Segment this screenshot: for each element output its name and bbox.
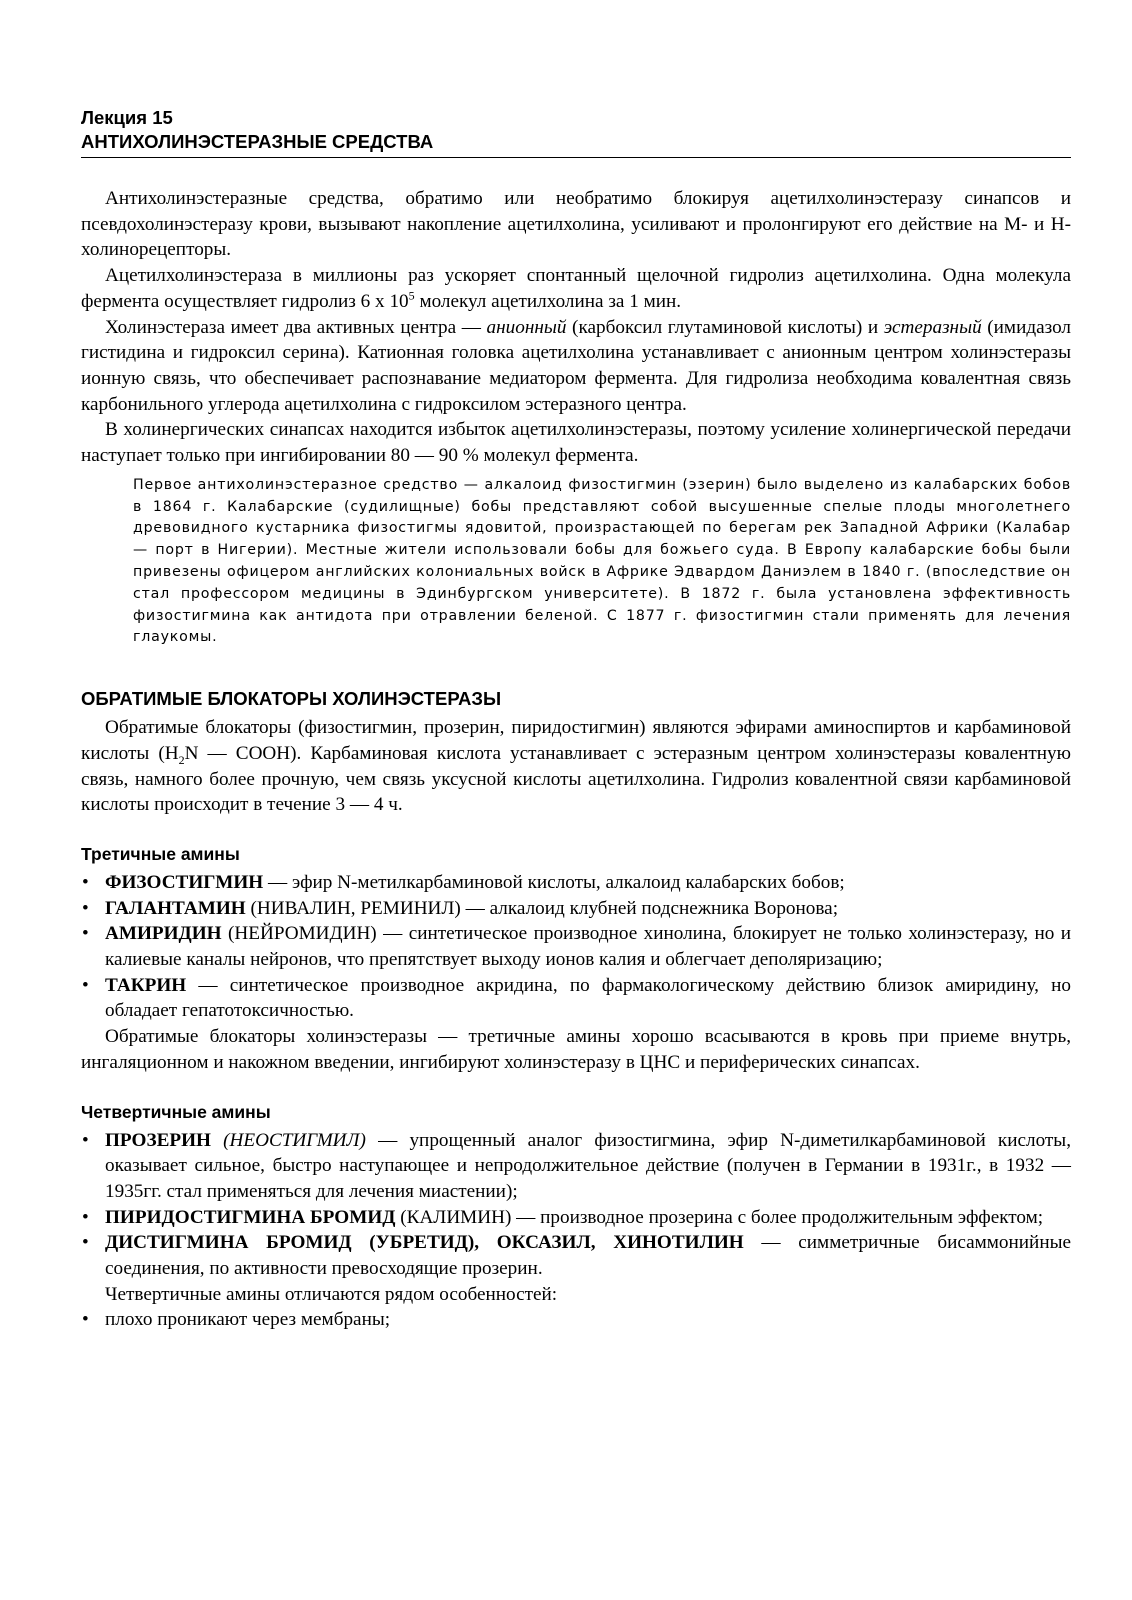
drug-description: (НЕЙРОМИДИН) — синтетическое производное хинолина, блокирует не только холинэстеразу, но и калиевые каналы нейронов, что препятствует выходу ионов калия и облегчает деполяризацию; [105, 923, 1071, 971]
drug-description: (НИВАЛИН, РЕМИНИЛ) — алкалоид клубней подснежника Воронова; [245, 897, 839, 919]
reversible-paragraph [81, 715, 1071, 818]
drug-name: ГАЛАНТАМИН [105, 897, 246, 919]
tertiary-amines-list [81, 870, 1071, 1024]
anionic-term: анионный [486, 316, 567, 338]
quaternary-amines-list [81, 1128, 1071, 1282]
reversible-text-b: N — COOH). Карбаминовая кислота устанавливает с эстеразным центром холинэстеразы ковалентную связь, намного более прочную, чем связь уксусной кислоты ацетилхолина. Гидролиз ковалентной связи карбаминовой кислоты происходит в течение 3 — 4 ч. [81, 742, 1071, 816]
list-item [81, 1128, 1071, 1205]
p3-text-c: (имидазол гистидина и гидроксил серина). Катионная головка ацетилхолина устанавливает с анионным центром холинэстеразы ионную связь, что обеспечивает распознавание медиатором фермента. Для гидролиза необходима ковалентная связь карбонильного углерода ацетилхолина с гидроксилом эстеразного центра. [81, 316, 1072, 415]
drug-description: — эфир N-метилкарбаминовой кислоты, алкалоид калабарских бобов; [263, 871, 845, 893]
lecture-number: Лекция 15 [81, 107, 173, 128]
list-item [81, 1230, 1071, 1281]
list-item [81, 1205, 1071, 1231]
list-item: • плохо проникают через мембраны; [81, 1307, 1071, 1333]
drug-name: ПИРИДОСТИГМИНА БРОМИД [105, 1206, 396, 1228]
reversible-blockers-heading: ОБРАТИМЫЕ БЛОКАТОРЫ ХОЛИНЭСТЕРАЗЫ [81, 688, 502, 710]
list-item [81, 896, 1071, 922]
drug-description: (КАЛИМИН) — производное прозерина с более продолжительным эффектом; [395, 1206, 1044, 1228]
quaternary-features-list [81, 1307, 1071, 1333]
quaternary-features-intro: Четвертичные амины отличаются рядом особенностей: [105, 1283, 558, 1305]
drug-description: — симметричные бисаммонийные соединения, по активности превосходящие прозерин. [105, 1232, 1071, 1280]
reversible-text-a: Обратимые блокаторы (физостигмин, прозерин, пиридостигмин) являются эфирами аминоспиртов и карбаминовой кислоты (H [81, 717, 1071, 764]
drug-name: ТАКРИН [105, 974, 187, 996]
intro-paragraph-4: В холинергических синапсах находится избыток ацетилхолинэстеразы, поэтому усиление холинергической передачи наступает только при ингибировании 80 — 90 % молекул фермента. [81, 419, 1071, 467]
p2-superscript: 5 [408, 288, 415, 303]
drug-synonym: (НЕОСТИГМИЛ) [210, 1129, 366, 1151]
drug-description: — синтетическое производное акридина, по фармакологическому действию близок амиридину, но обладает гепатотоксичностью. [105, 974, 1071, 1022]
intro-paragraph-3 [81, 315, 1071, 418]
p3-text-a: Холинэстераза имеет два активных центра — [105, 316, 487, 338]
drug-name: ДИСТИГМИНА БРОМИД (УБРЕТИД), ОКСАЗИЛ, ХИНОТИЛИН [105, 1232, 744, 1254]
drug-name: АМИРИДИН [105, 923, 222, 945]
list-item [81, 973, 1071, 1024]
quaternary-amines-heading: Четвертичные амины [81, 1101, 271, 1122]
tertiary-summary: Обратимые блокаторы холинэстеразы — третичные амины хорошо всасываются в кровь при приеме внутрь, ингаляционном и накожном введении, ингибируют холинэстеразу в ЦНС и периферических синапсах. [81, 1026, 1071, 1073]
tertiary-amines-heading: Третичные амины [81, 843, 240, 864]
p3-text-b: (карбоксил глутаминовой кислоты) и [566, 316, 884, 338]
list-item [81, 921, 1071, 972]
drug-name: ФИЗОСТИГМИН [105, 871, 264, 893]
drug-name: ПРОЗЕРИН [105, 1129, 211, 1151]
esteratic-term: эстеразный [883, 316, 982, 338]
p2-text-b: молекул ацетилхолина за 1 мин. [414, 290, 682, 312]
lecture-header [81, 106, 1071, 158]
document-body [81, 186, 1071, 1333]
history-note: Первое антихолинэстеразное средство — алкалоид физостигмин (эзерин) было выделено из калабарских бобов в 1864 г. Калабарские (судилищные) бобы представляют собой высушенные спелые плоды многолетнего древовидного кустарника физостигмы ядовитой, произрастающей по берегам рек Западной Африки (Калабар — порт в Нигерии). Местные жители использовали бобы для божьего суда. В Европу калабарские бобы были привезены офицером английских колониальных войск в Африке Эдвардом Даниэлем в 1840 г. (впоследствие он стал профессором медицины в Эдинбургском университете). В 1872 г. была установлена эффективность физостигмина как антидота при отравлении беленой. С 1877 г. физостигмин стали применять для лечения глаукомы. [133, 476, 1071, 646]
intro-paragraph-2 [81, 263, 1071, 314]
drug-description: — упрощенный аналог физостигмина, эфир N-диметилкарбаминовой кислоты, оказывает сильное, быстро наступающее и непродолжительное действие (получен в Германии в 1931г., в 1932 — 1935гг. стал применяться для лечения миастении); [105, 1129, 1071, 1202]
lecture-title: АНТИХОЛИНЭСТЕРАЗНЫЕ СРЕДСТВА [81, 131, 434, 152]
p2-text-a: Ацетилхолинэстераза в миллионы раз ускоряет спонтанный щелочной гидролиз ацетилхолина. Одна молекула фермента осуществляет гидролиз 6 x 10 [81, 265, 1071, 312]
reversible-subscript: 2 [178, 752, 185, 767]
list-item [81, 870, 1071, 896]
intro-paragraph-1: Антихолинэстеразные средства, обратимо или необратимо блокируя ацетилхолинэстеразу синапсов и псевдохолинэстеразу крови, вызывают накопление ацетилхолина, усиливают и пролонгируют его действие на М- и Н-холинорецепторы. [81, 188, 1071, 261]
